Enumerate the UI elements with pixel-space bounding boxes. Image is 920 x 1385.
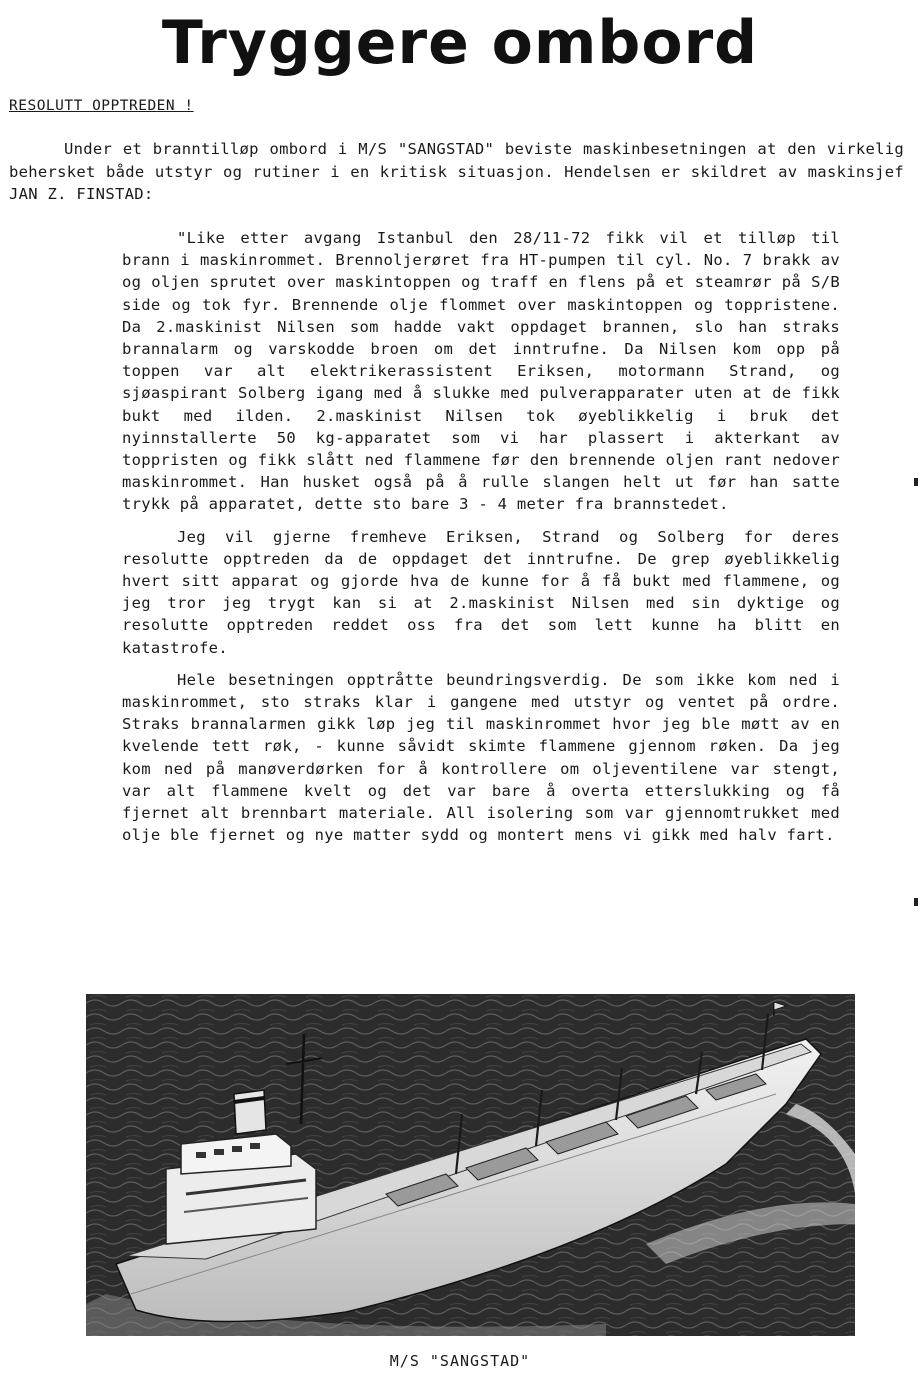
quote-paragraph-1: "Like etter avgang Istanbul den 28/11-72 fikk vil et tilløp til brann i maskinrommet. Brennoljerøret fra HT-pumpen til cyl. No. 7 brakk av og oljen sprutet over maskintoppen og traff en flens på et steamrør på S/B side og tok fyr. Brennende olje flommet over maskintoppen og toppristene. Da 2.maskinist Nilsen som hadde vakt oppdaget brannen, slo han straks brannalarm og varskodde broen om det inntrufne. Da Nilsen kom opp på toppen var alt elektrikerassistent Eriksen, motormann Strand, og sjøaspirant Solberg igang med å slukke med pulverapparater uten at de fikk bukt med ilden. 2.maskinist Nilsen tok øyeblikkelig i bruk det nyinnstallerte 50 kg-apparatet som vi har plassert i akterkant av toppristen og fikk slått ned flammene før den brennende oljen rant nedover maskinrommet. Han husket også på å rulle slangen helt ut før han satte trykk på apparatet, dette sto bare 3 - 4 meter fra brannstedet. <box>122 229 840 514</box>
article-title: Tryggere ombord <box>161 8 759 78</box>
photo-caption: M/S "SANGSTAD" <box>389 1352 531 1370</box>
ship-photo <box>86 994 855 1336</box>
section-heading: RESOLUTT OPPTREDEN ! <box>9 98 194 114</box>
quote-paragraph-2: Jeg vil gjerne fremheve Eriksen, Strand og Solberg for deres resolutte opptreden da de oppdaget det inntrufne. De grep øyeblikkelig hvert sitt apparat og gjorde hva de kunne for å få bukt med flammene, og jeg tror jeg trygt kan si at 2.maskinist Nilsen med sin dyktige og resolutte opptreden reddet oss fra det som lett kunne ha blitt en katastrofe. <box>122 527 840 657</box>
intro-paragraph <box>9 138 904 206</box>
scan-artifact <box>914 898 918 906</box>
quote-block <box>122 227 840 856</box>
intro-text: Under et branntilløp ombord i M/S "SANGSTAD" beviste maskinbesetningen at den virkelig behersket både utstyr og rutiner i en kritisk situasjon. Hendelsen er skildret av maskinsjef JAN Z. FINSTAD: <box>9 140 904 203</box>
scan-artifact <box>914 478 918 486</box>
quote-paragraph-3: Hele besetningen opptråtte beundringsverdig. De som ikke kom ned i maskinrommet, sto straks klar i gangene med utstyr og ventet på ordre. Straks brannalarmen gikk løp jeg til maskinrommet hvor jeg ble møtt av en kvelende tett røk, - kunne såvidt skimte flammene gjennom røken. Da jeg kom ned på manøverdørken for å kontrollere om oljeventilene var stengt, var alt flammene kvelt og det var bare å overta etterslukking og få fjernet alt brennbart materiale. All isolering som var gjennomtrukket med olje ble fjernet og nye matter sydd og montert mens vi gikk med halv fart. <box>122 670 840 845</box>
ship-illustration <box>86 994 855 1336</box>
